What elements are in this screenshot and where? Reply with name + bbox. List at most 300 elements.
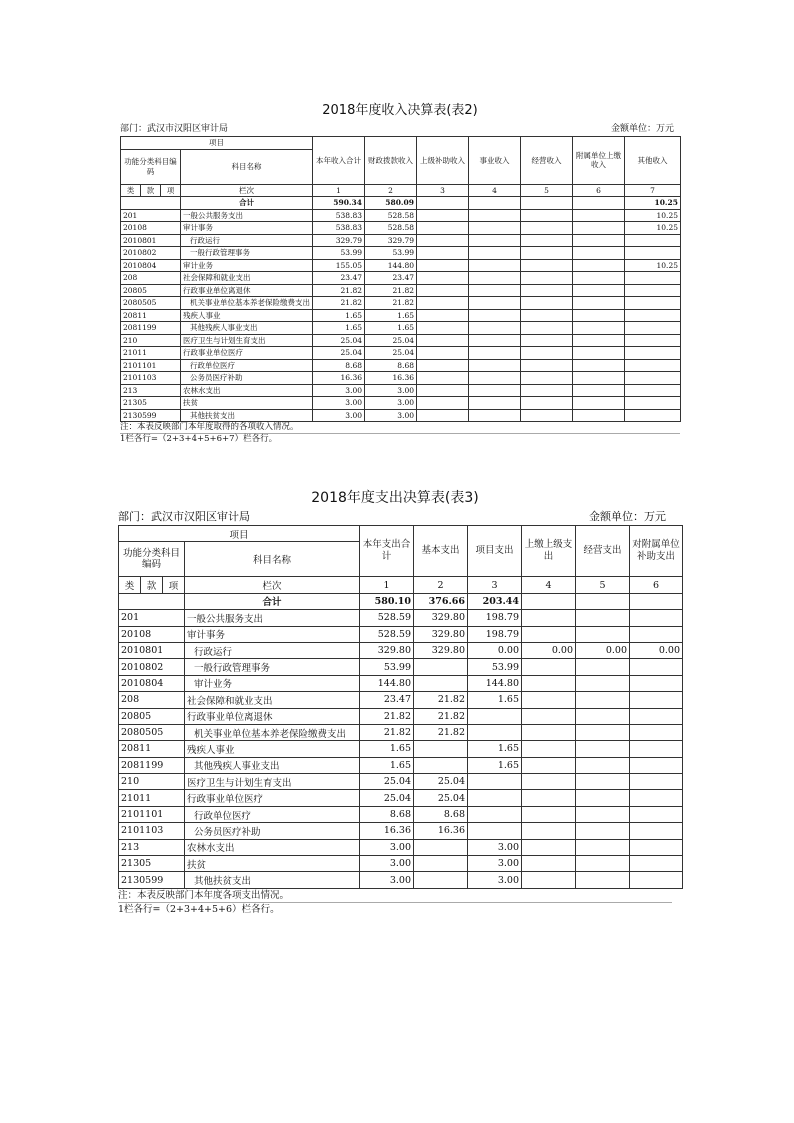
income-row-value (417, 359, 469, 372)
income-table-row (121, 247, 681, 260)
expense-table-row (119, 839, 683, 855)
expense-row-name: 行政事业单位医疗 (185, 790, 360, 806)
income-row-value (417, 397, 469, 410)
income-row-value (521, 384, 573, 397)
income-row-value (469, 334, 521, 347)
expense-row-code: 20805 (119, 708, 185, 724)
expense-row-value (522, 626, 576, 642)
expense-row-value (630, 839, 683, 855)
income-header-xiang: 项 (161, 184, 181, 197)
income-row-value: 1.65 (313, 309, 365, 322)
income-row-value (573, 259, 625, 272)
expense-rows (119, 610, 683, 889)
expense-row-value (522, 872, 576, 888)
income-row-value (417, 322, 469, 335)
income-row-value: 21.82 (313, 297, 365, 310)
expense-row-name: 扶贫 (185, 856, 360, 872)
income-row-value: 538.83 (313, 209, 365, 222)
income-unit: 金额单位：万元 (610, 124, 674, 134)
expense-row-value (414, 872, 468, 888)
expense-row-name: 审计事务 (185, 626, 360, 642)
expense-row-value (630, 708, 683, 724)
income-row-value: 3.00 (365, 397, 417, 410)
expense-total-cell: 580.10 (360, 593, 414, 609)
expense-row-value: 21.82 (360, 708, 414, 724)
expense-row-value: 21.82 (414, 724, 468, 740)
expense-table-row (119, 806, 683, 822)
expense-row-name: 审计业务 (185, 675, 360, 691)
expense-row-name: 机关事业单位基本养老保险缴费支出 (185, 724, 360, 740)
income-row-value (417, 409, 469, 422)
expense-row-value: 16.36 (414, 823, 468, 839)
expense-row-value: 0.00 (522, 642, 576, 658)
expense-row-name: 公务员医疗补助 (185, 823, 360, 839)
expense-row-name: 行政单位医疗 (185, 806, 360, 822)
expense-unit: 金额单位：万元 (589, 510, 666, 523)
expense-row-value: 144.80 (360, 675, 414, 691)
expense-row-code: 21011 (119, 790, 185, 806)
expense-table-row (119, 659, 683, 675)
income-row-value (521, 309, 573, 322)
expense-row-name: 农林水支出 (185, 839, 360, 855)
expense-row-code: 2080505 (119, 724, 185, 740)
expense-row-value: 8.68 (414, 806, 468, 822)
expense-row-value (414, 741, 468, 757)
income-table-row (121, 347, 681, 360)
expense-row-name: 一般公共服务支出 (185, 610, 360, 626)
income-table-row (121, 272, 681, 285)
income-row-value (625, 359, 681, 372)
income-row-value (573, 359, 625, 372)
expense-row-value (630, 757, 683, 773)
expense-row-name: 其他扶贫支出 (185, 872, 360, 888)
expense-col-head: 本年支出合计 (360, 526, 414, 577)
expense-row-value (576, 790, 630, 806)
income-row-value (521, 247, 573, 260)
expense-row-value (522, 610, 576, 626)
expense-row-value: 329.80 (414, 610, 468, 626)
expense-row-value (414, 856, 468, 872)
expense-table-row (119, 741, 683, 757)
income-col-num: 5 (521, 184, 573, 197)
expense-col-num: 1 (360, 577, 414, 593)
income-row-value (521, 334, 573, 347)
expense-row-value (468, 790, 522, 806)
expense-row-value: 144.80 (468, 675, 522, 691)
income-row-code: 2130599 (121, 409, 181, 422)
expense-total-cell (522, 593, 576, 609)
income-row-value (573, 234, 625, 247)
income-col-num: 4 (469, 184, 521, 197)
expense-row-value: 329.80 (414, 626, 468, 642)
income-header-project: 项目 (121, 137, 313, 150)
income-table-row (121, 309, 681, 322)
income-row-value: 528.58 (365, 222, 417, 235)
expense-row-value: 198.79 (468, 626, 522, 642)
expense-statement (118, 487, 681, 916)
income-header-name: 科目名称 (181, 149, 313, 184)
income-row-value (469, 234, 521, 247)
expense-row-value (576, 692, 630, 708)
expense-row-value (522, 856, 576, 872)
expense-row-name: 残疾人事业 (185, 741, 360, 757)
expense-row-value: 16.36 (360, 823, 414, 839)
income-row-value (417, 247, 469, 260)
income-table-row (121, 372, 681, 385)
income-table-row (121, 234, 681, 247)
income-row-value (521, 234, 573, 247)
expense-row-value (414, 659, 468, 675)
income-row-value (417, 372, 469, 385)
expense-col-num: 3 (468, 577, 522, 593)
expense-row-value (522, 839, 576, 855)
income-row-value (417, 284, 469, 297)
expense-row-value (630, 774, 683, 790)
expense-note-2: 1栏各行=（2+3+4+5+6）栏各行。 (118, 902, 672, 916)
expense-row-value (576, 626, 630, 642)
income-row-name: 公务员医疗补助 (181, 372, 313, 385)
expense-table-row (119, 774, 683, 790)
income-row-value (417, 384, 469, 397)
income-row-name: 行政事业单位离退休 (181, 284, 313, 297)
expense-row-value: 1.65 (468, 757, 522, 773)
expense-row-value: 21.82 (414, 692, 468, 708)
income-row-name: 一般公共服务支出 (181, 209, 313, 222)
income-lanci: 栏次 (181, 184, 313, 197)
income-row-value (521, 259, 573, 272)
expense-row-value: 1.65 (360, 757, 414, 773)
expense-row-code: 21305 (119, 856, 185, 872)
income-table (120, 136, 681, 422)
expense-row-value: 3.00 (360, 856, 414, 872)
income-col-head: 上级补助收入 (417, 137, 469, 185)
income-row-value: 21.82 (313, 284, 365, 297)
expense-table-row (119, 823, 683, 839)
expense-row-value (630, 675, 683, 691)
income-row-code: 2010801 (121, 234, 181, 247)
expense-row-code: 2010801 (119, 642, 185, 658)
income-table-row (121, 409, 681, 422)
income-statement (120, 100, 680, 445)
expense-col-num: 5 (576, 577, 630, 593)
income-row-value (417, 234, 469, 247)
expense-col-num: 4 (522, 577, 576, 593)
income-row-code: 20108 (121, 222, 181, 235)
expense-row-value: 1.65 (360, 741, 414, 757)
expense-table-row (119, 642, 683, 658)
income-row-value (573, 384, 625, 397)
income-row-value (625, 334, 681, 347)
income-total-label: 合计 (181, 197, 313, 210)
income-row-value: 10.25 (625, 259, 681, 272)
income-row-name: 其他残疾人事业支出 (181, 322, 313, 335)
income-row-name: 行政运行 (181, 234, 313, 247)
income-row-value: 23.47 (313, 272, 365, 285)
expense-row-value (630, 610, 683, 626)
income-row-value: 144.80 (365, 259, 417, 272)
income-total-cell: 590.34 (313, 197, 365, 210)
expense-dept: 部门：武汉市汉阳区审计局 (118, 510, 250, 523)
expense-row-value (522, 806, 576, 822)
income-col-head: 财政拨款收入 (365, 137, 417, 185)
income-table-row (121, 209, 681, 222)
income-col-num: 3 (417, 184, 469, 197)
income-row-value (521, 347, 573, 360)
income-row-value: 3.00 (365, 409, 417, 422)
expense-row-value (468, 774, 522, 790)
expense-row-value: 25.04 (414, 774, 468, 790)
expense-row-value (522, 724, 576, 740)
expense-row-value: 25.04 (360, 774, 414, 790)
expense-row-value: 0.00 (576, 642, 630, 658)
expense-row-value: 25.04 (414, 790, 468, 806)
income-row-value (521, 272, 573, 285)
income-row-value (625, 272, 681, 285)
income-row-value: 1.65 (365, 309, 417, 322)
income-total-cell (573, 197, 625, 210)
income-table-row (121, 359, 681, 372)
income-row-value (573, 209, 625, 222)
income-row-value (417, 297, 469, 310)
expense-table-row (119, 872, 683, 888)
income-col-head: 经营收入 (521, 137, 573, 185)
income-header-func-code: 功能分类科目编码 (121, 149, 181, 184)
income-col-head: 本年收入合计 (313, 137, 365, 185)
income-row-value (469, 372, 521, 385)
expense-row-value (522, 823, 576, 839)
income-row-value (521, 409, 573, 422)
income-table-row (121, 284, 681, 297)
income-row-value (469, 359, 521, 372)
income-row-value (625, 297, 681, 310)
expense-row-value: 8.68 (360, 806, 414, 822)
income-row-code: 20805 (121, 284, 181, 297)
income-row-name: 审计事务 (181, 222, 313, 235)
income-row-value (521, 209, 573, 222)
expense-row-value (630, 626, 683, 642)
income-row-value: 3.00 (313, 409, 365, 422)
income-row-value (469, 409, 521, 422)
income-total-cell (521, 197, 573, 210)
expense-col-head: 基本支出 (414, 526, 468, 577)
income-row-value: 3.00 (365, 384, 417, 397)
expense-row-name: 医疗卫生与计划生育支出 (185, 774, 360, 790)
income-row-value: 329.79 (365, 234, 417, 247)
income-total-cell: 580.09 (365, 197, 417, 210)
income-total-cell (469, 197, 521, 210)
income-row-name: 其他扶贫支出 (181, 409, 313, 422)
income-row-value: 53.99 (365, 247, 417, 260)
expense-row-value: 1.65 (468, 692, 522, 708)
income-row-value (573, 247, 625, 260)
income-row-value (469, 222, 521, 235)
expense-row-value (576, 610, 630, 626)
income-row-value (573, 397, 625, 410)
income-row-value (521, 372, 573, 385)
expense-row-value (468, 708, 522, 724)
expense-row-value (522, 675, 576, 691)
income-row-value (625, 384, 681, 397)
income-row-name: 残疾人事业 (181, 309, 313, 322)
expense-table-row (119, 692, 683, 708)
income-row-value: 329.79 (313, 234, 365, 247)
expense-row-code: 20108 (119, 626, 185, 642)
income-row-value (469, 209, 521, 222)
income-row-value: 25.04 (313, 347, 365, 360)
income-row-value: 25.04 (313, 334, 365, 347)
expense-header-name: 科目名称 (185, 542, 360, 577)
income-row-value: 16.36 (365, 372, 417, 385)
income-row-value: 21.82 (365, 297, 417, 310)
expense-table-row (119, 856, 683, 872)
expense-row-value (576, 774, 630, 790)
income-col-head: 其他收入 (625, 137, 681, 185)
income-col-head: 附属单位上缴收入 (573, 137, 625, 185)
income-row-value (521, 222, 573, 235)
income-row-value (573, 409, 625, 422)
income-row-value (625, 322, 681, 335)
expense-row-name: 行政运行 (185, 642, 360, 658)
expense-table-row (119, 790, 683, 806)
income-table-row (121, 334, 681, 347)
expense-row-value (630, 806, 683, 822)
income-row-value: 16.36 (313, 372, 365, 385)
expense-title: 2018年度支出决算表(表3) (311, 490, 479, 506)
expense-row-code: 208 (119, 692, 185, 708)
income-row-value (417, 347, 469, 360)
income-row-value (469, 247, 521, 260)
income-row-value (573, 372, 625, 385)
income-row-value (625, 234, 681, 247)
income-row-value (625, 347, 681, 360)
expense-row-value (576, 806, 630, 822)
income-row-value (417, 309, 469, 322)
expense-row-code: 210 (119, 774, 185, 790)
income-row-value: 10.25 (625, 222, 681, 235)
expense-table-row (119, 610, 683, 626)
expense-row-value (414, 757, 468, 773)
income-row-value: 21.82 (365, 284, 417, 297)
income-row-value (469, 272, 521, 285)
income-row-value (469, 297, 521, 310)
expense-row-value: 3.00 (468, 839, 522, 855)
income-table-row (121, 297, 681, 310)
expense-row-value: 0.00 (468, 642, 522, 658)
expense-row-value: 21.82 (360, 724, 414, 740)
income-row-name: 扶贫 (181, 397, 313, 410)
expense-row-value: 21.82 (414, 708, 468, 724)
income-row-code: 21011 (121, 347, 181, 360)
income-total-cell: 10.25 (625, 197, 681, 210)
income-row-code: 210 (121, 334, 181, 347)
expense-col-num: 6 (630, 577, 683, 593)
expense-row-value (576, 823, 630, 839)
expense-row-value: 3.00 (468, 856, 522, 872)
income-col-head: 事业收入 (469, 137, 521, 185)
expense-row-name: 社会保障和就业支出 (185, 692, 360, 708)
expense-row-value (468, 806, 522, 822)
expense-row-code: 201 (119, 610, 185, 626)
income-row-value (469, 309, 521, 322)
expense-row-name: 行政事业单位离退休 (185, 708, 360, 724)
income-col-num: 6 (573, 184, 625, 197)
expense-row-value (576, 708, 630, 724)
income-row-code: 2080505 (121, 297, 181, 310)
expense-row-value (414, 675, 468, 691)
expense-col-num: 2 (414, 577, 468, 593)
expense-row-value: 0.00 (630, 642, 683, 658)
expense-row-code: 213 (119, 839, 185, 855)
expense-row-value (576, 757, 630, 773)
income-row-value (625, 309, 681, 322)
income-row-value (573, 284, 625, 297)
expense-header-func-code: 功能分类科目编码 (119, 542, 185, 577)
expense-row-code: 2101101 (119, 806, 185, 822)
income-row-value (573, 222, 625, 235)
income-table-row (121, 384, 681, 397)
income-row-value (469, 259, 521, 272)
income-title: 2018年度收入决算表(表2) (322, 103, 478, 118)
income-row-value (573, 272, 625, 285)
income-row-code: 21305 (121, 397, 181, 410)
income-row-value: 3.00 (313, 384, 365, 397)
income-header-kuan: 款 (141, 184, 161, 197)
expense-row-code: 2101103 (119, 823, 185, 839)
income-row-value (417, 259, 469, 272)
income-row-value: 25.04 (365, 347, 417, 360)
expense-table-row (119, 708, 683, 724)
income-col-num: 7 (625, 184, 681, 197)
income-row-value: 1.65 (365, 322, 417, 335)
income-row-name: 一般行政管理事务 (181, 247, 313, 260)
expense-col-head: 经营支出 (576, 526, 630, 577)
expense-row-code: 2010802 (119, 659, 185, 675)
expense-row-value (630, 741, 683, 757)
expense-table-row (119, 757, 683, 773)
income-row-name: 行政单位医疗 (181, 359, 313, 372)
expense-row-value: 25.04 (360, 790, 414, 806)
expense-header-xiang: 项 (163, 577, 185, 593)
expense-row-value (576, 659, 630, 675)
expense-row-value (522, 774, 576, 790)
income-row-code: 20811 (121, 309, 181, 322)
income-row-value (417, 272, 469, 285)
expense-table-row (119, 626, 683, 642)
expense-total-cell (576, 593, 630, 609)
expense-row-value (522, 692, 576, 708)
income-row-value (521, 297, 573, 310)
income-row-code: 2010804 (121, 259, 181, 272)
income-row-value (625, 397, 681, 410)
expense-row-code: 20811 (119, 741, 185, 757)
expense-row-value (522, 757, 576, 773)
expense-row-value (630, 872, 683, 888)
income-row-value (573, 347, 625, 360)
expense-header-kuan: 款 (141, 577, 163, 593)
expense-row-value (468, 823, 522, 839)
income-row-value: 528.58 (365, 209, 417, 222)
expense-row-value: 3.00 (360, 872, 414, 888)
expense-row-value (576, 856, 630, 872)
expense-row-value: 3.00 (360, 839, 414, 855)
income-row-value (417, 334, 469, 347)
expense-total-cell (630, 593, 683, 609)
income-row-value (625, 247, 681, 260)
expense-row-value: 329.80 (360, 642, 414, 658)
expense-row-value (576, 872, 630, 888)
expense-row-value: 53.99 (468, 659, 522, 675)
income-row-value: 3.00 (313, 397, 365, 410)
